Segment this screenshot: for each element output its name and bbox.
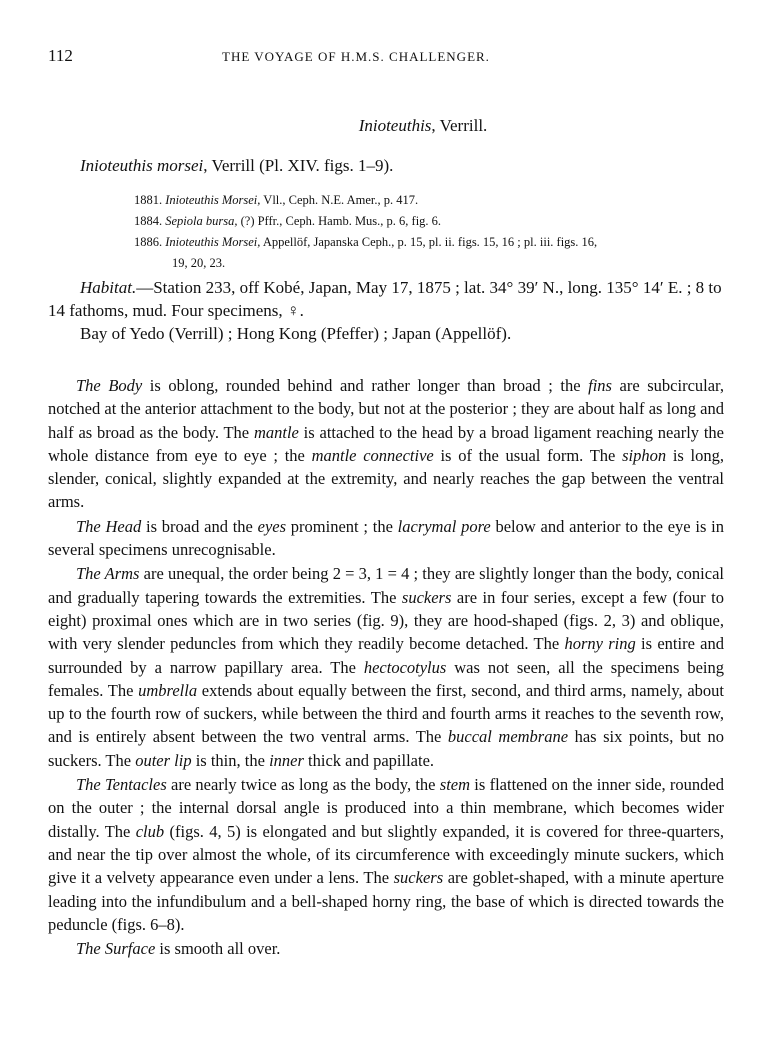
habitat-label: Habitat. bbox=[80, 278, 137, 297]
page-header bbox=[48, 46, 728, 72]
paragraph-body: The Body is oblong, rounded behind and rather longer than broad ; the fins are subcircular, notched at the anterior attachment to the body, but not at the posterior ; they are about half as long and half as broad as the body. The mantle is attached to the head by a broad ligament reaching nearly the whole distance from eye to eye ; the mantle connective is of the usual form. The siphon is long, slender, conical, slightly expanded at the extremity, and nearly reaches the gap between the ventral arms. bbox=[48, 376, 725, 512]
synonymy-entry: 1886. Inioteuthis Morsei, Appellöf, Japanska Ceph., p. 15, pl. ii. figs. 15, 16 ; pl. iii. figs. 16, bbox=[134, 235, 598, 249]
synonymy-entry: 1881. Inioteuthis Morsei, Vll., Ceph. N.E. Amer., p. 417. bbox=[134, 193, 419, 207]
page-number: 112 bbox=[48, 46, 73, 65]
genus-authority: , Verrill. bbox=[431, 116, 488, 135]
paragraph-surface: The Surface is smooth all over. bbox=[76, 939, 281, 959]
habitat-localities: Bay of Yedo (Verrill) ; Hong Kong (Pfeffer) ; Japan (Appellöf). bbox=[80, 324, 512, 343]
paragraph-head: The Head is broad and the eyes prominent ; the lacrymal pore below and anterior to the eye is in several specimens unrecognisable. bbox=[48, 516, 724, 560]
genus-heading bbox=[0, 116, 776, 136]
paragraph-tentacles: The Tentacles are nearly twice as long as the body, the stem is flattened on the inner side, rounded on the outer ; the internal dorsal angle is produced into a thin membrane, which becomes wider distally. The club (figs. 4, 5) is elongated and but slightly expanded, it is covered for three-quarters, and near the tip over almost the whole, of its circumference with exceedingly minute suckers, which give it a velvety appearance even under a lens. The suckers are goblet-shaped, with a minute aperture leading into the infundibulum and a bell-shaped horny ring, the base of which is directed towards the peduncle (figs. 6–8). bbox=[48, 775, 725, 934]
habitat-paragraph: Habitat.—Station 233, off Kobé, Japan, May 17, 1875 ; lat. 34° 39′ N., long. 135° 14′ E. ; 8 to 14 fathoms, mud. Four specimens, ♀. bbox=[48, 278, 722, 320]
species-name: Inioteuthis morsei bbox=[80, 156, 204, 175]
habitat-section bbox=[48, 276, 724, 345]
synonymy-list bbox=[134, 190, 730, 274]
description-body bbox=[48, 374, 724, 961]
species-heading bbox=[80, 156, 393, 176]
running-title: THE VOYAGE OF H.M.S. CHALLENGER. bbox=[222, 49, 490, 64]
synonymy-entry: 1884. Sepiola bursa, (?) Pffr., Ceph. Hamb. Mus., p. 6, fig. 6. bbox=[134, 214, 442, 228]
synonymy-entry-continuation: 19, 20, 23. bbox=[172, 256, 226, 270]
genus-name: Inioteuthis bbox=[358, 116, 432, 135]
paragraph-arms: The Arms are unequal, the order being 2 = 3, 1 = 4 ; they are slightly longer than the body, conical and gradually tapering towards the extremities. The suckers are in four series, except a few (four to eight) proximal ones which are in two series (fig. 9), they are hood-shaped (figs. 2, 3) and oblique, with very slender peduncles from which they readily become detached. The horny ring is entire and surrounded by a narrow papillary area. The hectocotylus was not seen, all the specimens being females. The umbrella extends about equally between the first, second, and third arms, namely, about up to the fourth row of suckers, while between the third and fourth arms it reaches to the seventh row, and is entirely absent between the two ventral arms. The buccal membrane has six points, but no suckers. The outer lip is thin, the inner thick and papillate. bbox=[48, 564, 724, 770]
species-rest: , Verrill (Pl. XIV. figs. 1–9). bbox=[203, 156, 394, 175]
